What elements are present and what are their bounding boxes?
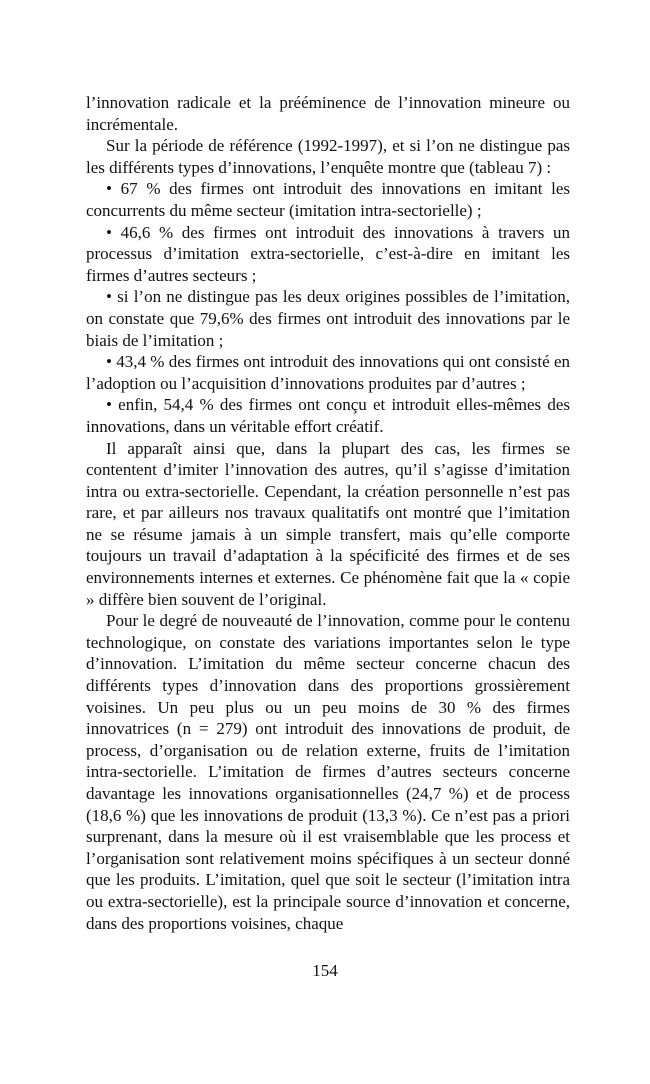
text-block: [86, 92, 570, 934]
bullet-icon: •: [106, 395, 112, 415]
bullet-text: 46,6 % des firmes ont introduit des innovations à travers un processus d’imitation extra-sectorielle, c’est-à-dire en imitant les firmes d’autres secteurs ;: [86, 222, 570, 285]
bullet-icon: •: [106, 179, 112, 199]
bullet-text: si l’on ne distingue pas les deux origines possibles de l’imitation, on constate que 79,6% des firmes ont introduit des innovations par le biais de l’imitation ;: [86, 287, 570, 350]
bullet-item-imitation-total: [86, 286, 570, 351]
bullet-text: 67 % des firmes ont introduit des innovations en imitant les concurrents du même secteur (imitation intra-sectorielle) ;: [86, 179, 570, 220]
page-number: 154: [312, 961, 338, 980]
bullet-text: 43,4 % des firmes ont introduit des innovations qui ont consisté en l’adoption ou l’acquisition d’innovations produites par d’autres ;: [86, 352, 571, 393]
bullet-icon: •: [106, 352, 112, 372]
bullet-text: enfin, 54,4 % des firmes ont conçu et introduit elles-mêmes des innovations, dans un véritable effort créatif.: [86, 395, 571, 436]
paragraph-novelty-degree: Pour le degré de nouveauté de l’innovation, comme pour le contenu technologique, on constate des variations importantes selon le type d’innovation. L’imitation du même secteur concerne chacun des différents types d’innovation dans des proportions grossièrement voisines. Un peu plus ou un peu moins de 30 % des firmes innovatrices (n = 279) ont introduit des innovations de produit, de process, d’organisation ou de relation externe, fruits de l’imitation intra-sectorielle. L’imitation de firmes d’autres secteurs concerne davantage les innovations organisationnelles (24,7 %) et de process (18,6 %) que les innovations de produit (13,3 %). Ce n’est pas a priori surprenant, dans la mesure où il est vraisemblable que les process et l’organisation sont relativement moins spécifiques à un secteur donné que les produits. L’imitation, quel que soit le secteur (l’imitation intra ou extra-sectorielle), est la principale source d’innovation et concerne, dans des proportions voisines, chaque: [86, 611, 570, 933]
paragraph-reference-period: Sur la période de référence (1992-1997), et si l’on ne distingue pas les différents types d’innovations, l’enquête montre que (tableau 7) :: [86, 136, 570, 177]
paragraph-imitation-discussion: Il apparaît ainsi que, dans la plupart des cas, les firmes se contentent d’imiter l’innovation des autres, qu’il s’agisse d’imitation intra ou extra-sectorielle. Cependant, la création personnelle n’est pas rare, et par ailleurs nos travaux qualitatifs ont montré que l’imitation ne se résume jamais à un simple transfert, mais qu’elle comporte toujours un travail d’adaptation à la spécificité des firmes et de ses environnements internes et externes. Ce phénomène fait que la « copie » diffère bien souvent de l’original.: [86, 438, 570, 609]
bullet-item-intra-sectorial: [86, 178, 570, 221]
bullet-icon: •: [106, 287, 112, 307]
bullet-item-creative-effort: [86, 394, 570, 437]
bullet-item-adoption: [86, 351, 570, 394]
bullet-item-extra-sectorial: [86, 222, 570, 287]
page-body: [86, 92, 570, 934]
bullet-icon: •: [106, 222, 112, 242]
paragraph-continuation: l’innovation radicale et la prééminence de l’innovation mineure ou incrémentale.: [86, 93, 570, 134]
